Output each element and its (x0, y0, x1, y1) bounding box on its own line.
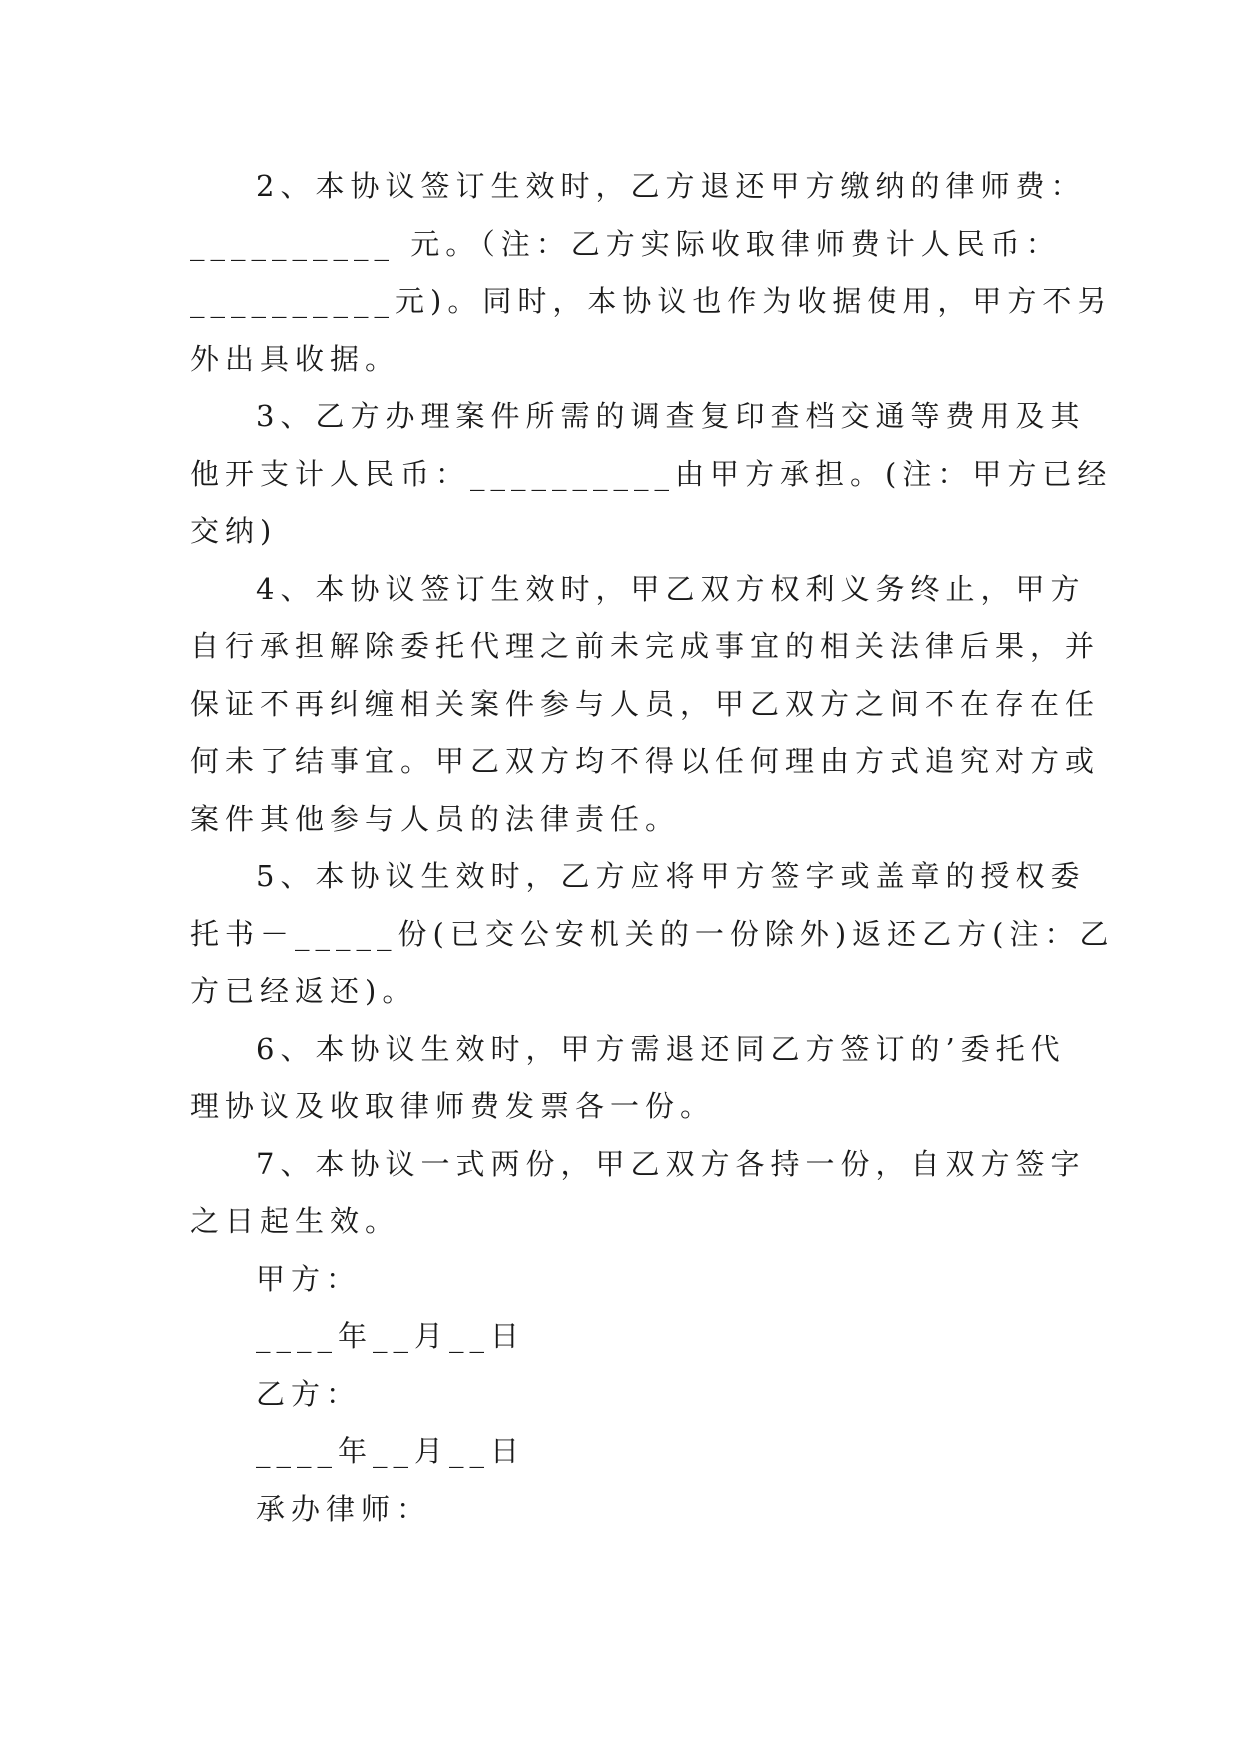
clause-2-line-3: __________元)。同时，本协议也作为收据使用，甲方不另 (190, 284, 1113, 318)
party-a-date: ____年__月__日 (256, 1319, 526, 1353)
party-b-date: ____年__月__日 (256, 1434, 526, 1468)
document-body (190, 158, 1115, 1538)
clause-6 (190, 1021, 1066, 1079)
party-a-label: 甲方： (256, 1261, 362, 1296)
clause-7-line-2: 之日起生效。 (190, 1204, 401, 1238)
clause-5-line-2: 托书－_____份(已交公安机关的一份除外)返还乙方(注：乙 (190, 916, 1115, 951)
clause-5-line-1: 5、本协议生效时，乙方应将甲方签字或盖章的授权委 (256, 859, 1086, 893)
clause-3-line-2: 他开支计人民币：__________由甲方承担。(注：甲方已经 (190, 456, 1113, 491)
clause-5 (190, 848, 1086, 906)
clause-4-line-2: 自行承担解除委托代理之前未完成事宜的相关法律后果，并 (190, 629, 1101, 663)
clause-4-line-5: 案件其他参与人员的法律责任。 (190, 801, 681, 836)
party-b-label: 乙方： (256, 1376, 362, 1411)
clause-6-continuation (190, 1078, 1050, 1136)
clause-3-continuation (190, 446, 1113, 561)
clause-6-line-1: 6、本协议生效时，甲方需退还同乙方签订的’委托代 (256, 1031, 1066, 1066)
clause-6-line-2: 理协议及收取律师费发票各一份。 (190, 1089, 716, 1123)
clause-7-line-1: 7、本协议一式两份，甲乙双方各持一份，自双方签字 (256, 1146, 1086, 1181)
lawyer-label: 承办律师： (256, 1491, 432, 1526)
clause-7 (190, 1136, 1086, 1194)
clause-4-line-1: 4、本协议签订生效时，甲乙双方权利义务终止，甲方 (256, 571, 1086, 606)
clause-5-continuation (190, 906, 1115, 1021)
clause-2-line-2: __________ 元。（注：乙方实际收取律师费计人民币： (190, 226, 1061, 261)
clause-7-continuation (190, 1193, 1050, 1251)
clause-3 (190, 388, 1086, 446)
clause-2-continuation (190, 216, 1113, 389)
clause-4-continuation (190, 618, 1101, 848)
clause-2 (190, 158, 1086, 216)
clause-5-line-3: 方已经返还)。 (190, 974, 418, 1008)
clause-4-line-3: 保证不再纠缠相关案件参与人员，甲乙双方之间不在存在任 (190, 686, 1101, 721)
clause-4-line-4: 何未了结事宜。甲乙双方均不得以任何理由方式追究对方或 (190, 744, 1101, 778)
clause-3-line-1: 3、乙方办理案件所需的调查复印查档交通等费用及其 (256, 399, 1086, 433)
clause-4 (190, 561, 1086, 619)
clause-2-line-1: 2、本协议签订生效时，乙方退还甲方缴纳的律师费： (256, 169, 1086, 203)
clause-2-line-4: 外出具收据。 (190, 341, 401, 376)
clause-3-line-3: 交纳) (190, 514, 278, 548)
